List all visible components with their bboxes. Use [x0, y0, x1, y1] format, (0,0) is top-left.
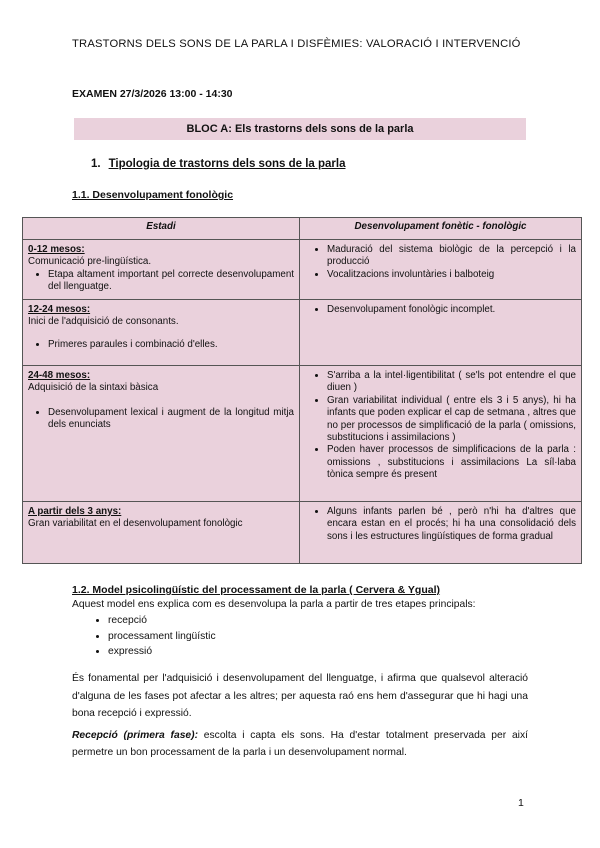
development-cell: [300, 300, 582, 366]
column-header-stage: Estadi: [23, 218, 300, 240]
stage-cell: [23, 300, 300, 366]
list-item: • Etapa altament important pel correcte desenvolupament del llenguatge.: [48, 269, 294, 294]
phases-list: [88, 613, 216, 660]
list-item: • Primeres paraules i combinació d'elles.: [48, 339, 294, 351]
list-item: • Maduració del sistema biològic de la percepció i la producció: [327, 244, 576, 269]
stage-cell: [23, 502, 300, 564]
bloc-heading: BLOC A: Els trastorns dels sons de la parla: [74, 118, 526, 140]
page-number: 1: [518, 797, 524, 809]
list-item: • Desenvolupament fonològic incomplet.: [327, 304, 576, 316]
list-item: • Alguns infants parlen bé , però n'hi ha d'altres que encara estan en el procés; hi ha una consolidació dels sons i les estructures lingüístiques de forma gradual: [327, 506, 576, 543]
development-cell: [300, 366, 582, 502]
stage-label: 0-12 mesos:: [28, 244, 85, 255]
development-table: [22, 217, 582, 564]
stage-cell: [23, 366, 300, 502]
document-title: TRASTORNS DELS SONS DE LA PARLA I DISFÈMIES: VALORACIÓ I INTERVENCIÓ: [72, 38, 521, 50]
table-row: [23, 300, 582, 366]
development-bullets: [305, 244, 576, 281]
section-title-text: Tipologia de trastorns dels sons de la parla: [108, 158, 346, 170]
development-bullets: [305, 370, 576, 482]
stage-description: Adquisició de la sintaxi bàsica: [28, 382, 159, 394]
list-item: • Vocalitzacions involuntàries i balboteig: [327, 269, 576, 281]
list-item: • Gran variabilitat individual ( entre els 3 i 5 anys), hi ha infants que poden explicar el cap de setmana , altres que no per processos de simplificació de la parla ( omissions, substitucions i assimilacions ): [327, 395, 576, 445]
exam-info: EXAMEN 27/3/2026 13:00 - 14:30: [72, 88, 233, 100]
stage-cell: [23, 240, 300, 300]
list-item: • expressió: [108, 644, 216, 660]
stage-description: Comunicació pre-lingüística.: [28, 256, 152, 268]
development-bullets: [305, 506, 576, 543]
list-item: • S'arriba a la intel·ligentibilitat ( se'ls pot entendre el que diuen ): [327, 370, 576, 395]
section-number: 1.: [91, 158, 101, 170]
reception-text: escolta i capta els sons. Ha d'estar totalment preservada per així permetre un bon processament de la parla i un desenvolupament normal.: [72, 730, 528, 758]
stage-bullets: [28, 339, 294, 351]
stage-label: 12-24 mesos:: [28, 304, 91, 315]
table-header-row: [23, 218, 582, 240]
table-row: [23, 240, 582, 300]
reception-paragraph: [72, 727, 528, 761]
subsection-1-1-title: 1.1. Desenvolupament fonològic: [72, 189, 234, 201]
development-cell: [300, 502, 582, 564]
list-item: • Poden haver processos de simplificacions de la parla : omissions , substitucions i assimilacions La síl·laba tònica sempre és present: [327, 444, 576, 481]
stage-label: A partir dels 3 anys:: [28, 506, 122, 517]
development-cell: [300, 240, 582, 300]
model-intro: Aquest model ens explica com es desenvolupa la parla a partir de tres etapes principals:: [72, 599, 476, 610]
table-row: [23, 366, 582, 502]
stage-bullets: [28, 269, 294, 294]
stage-bullets: [28, 407, 294, 432]
reception-label: Recepció (primera fase):: [72, 730, 199, 741]
section-1-title: [91, 158, 345, 170]
table-row: [23, 502, 582, 564]
development-bullets: [305, 304, 576, 316]
subsection-1-2-title: 1.2. Model psicolingüístic del processament de la parla ( Cervera & Ygual): [72, 584, 441, 596]
list-item: • recepció: [108, 613, 216, 629]
model-paragraph: És fonamental per l'adquisició i desenvolupament del llenguatge, i afirma que qualsevol alteració d'alguna de les fases pot afectar a les altres; per aquesta raó ens hem d'assegurar que hi hagi una bona recepció i expressió.: [72, 673, 528, 719]
column-header-development: Desenvolupament fonètic - fonològic: [300, 218, 582, 240]
stage-label: 24-48 mesos:: [28, 370, 91, 381]
stage-description: Gran variabilitat en el desenvolupament fonològic: [28, 518, 243, 530]
list-item: • Desenvolupament lexical i augment de la longitud mitja dels enunciats: [48, 407, 294, 432]
list-item: • processament lingüístic: [108, 629, 216, 645]
stage-description: Inici de l'adquisició de consonants.: [28, 316, 179, 328]
